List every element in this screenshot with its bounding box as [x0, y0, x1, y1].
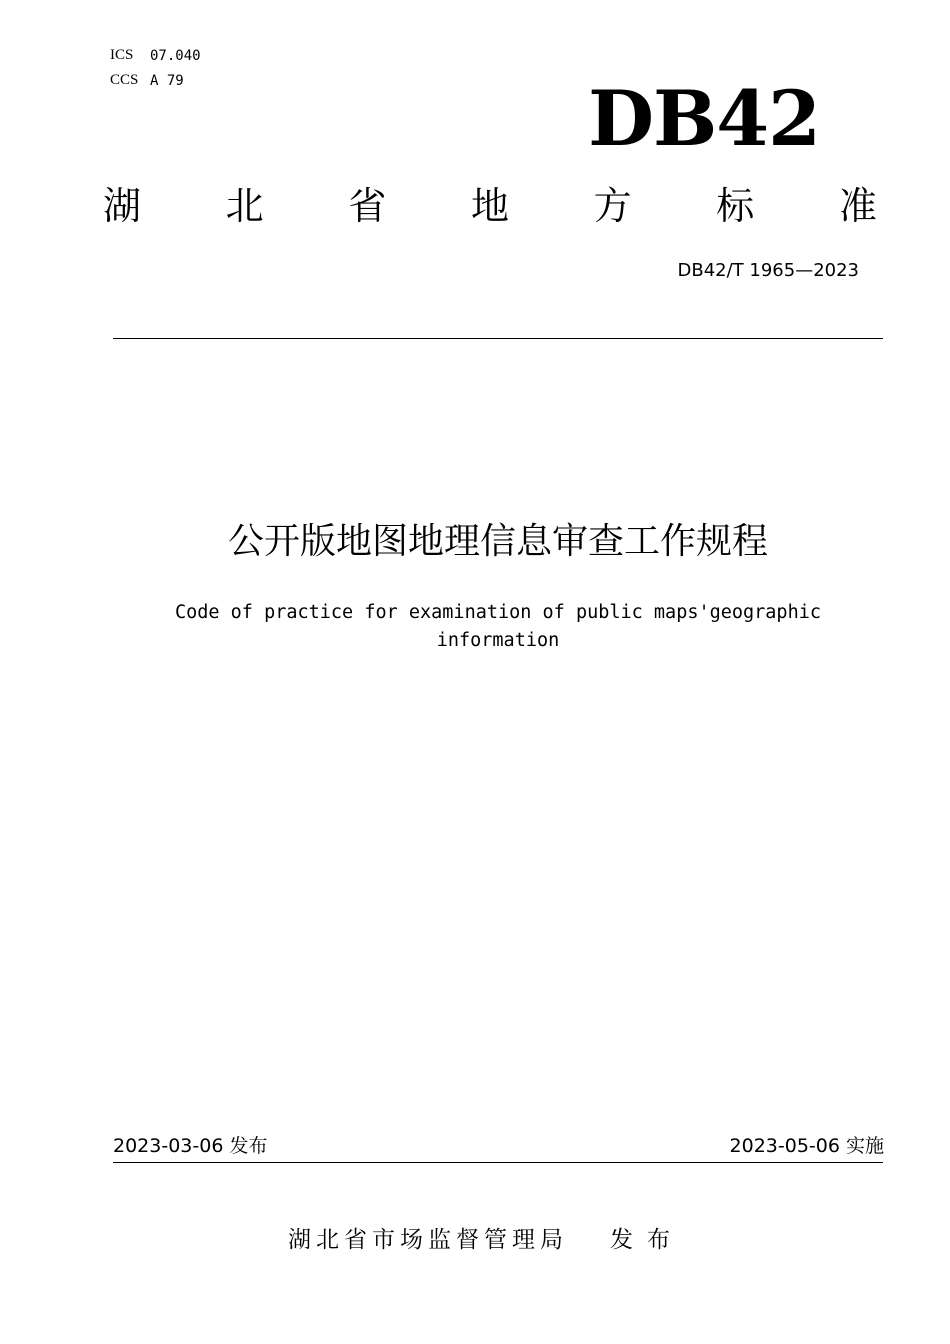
ccs-code: A 79	[150, 73, 184, 89]
standard-type-char: 省	[348, 184, 387, 228]
standard-number: DB42/T 1965—2023	[677, 260, 859, 281]
english-title-line: Code of practice for examination of public maps'geographic	[174, 602, 821, 623]
standard-type-char: 标	[716, 184, 755, 228]
standard-type-char: 北	[225, 184, 264, 228]
ics-label: ICS	[110, 47, 134, 63]
ics-code: 07.040	[150, 48, 201, 64]
issuer-line	[0, 1224, 950, 1256]
implementation-date: 2023-05-06 实施	[729, 1135, 884, 1157]
standard-type-char: 湖	[103, 184, 142, 228]
issuing-authority: 湖北省市场监督管理局	[288, 1227, 568, 1253]
footer-divider	[113, 1162, 883, 1163]
standard-type-heading	[103, 180, 877, 232]
standard-type-char: 地	[470, 184, 509, 228]
document-title-chinese: 公开版地图地理信息审查工作规程	[227, 521, 768, 562]
publish-date: 2023-03-06 发布	[113, 1135, 268, 1157]
issue-action: 发布	[610, 1227, 684, 1253]
standard-type-char: 方	[593, 184, 632, 228]
standard-code-heading: DB42	[588, 74, 820, 163]
english-title-line: information	[436, 630, 560, 651]
ccs-label: CCS	[110, 72, 139, 88]
document-title-english	[160, 599, 836, 655]
standard-type-char: 准	[838, 184, 877, 228]
header-divider	[113, 338, 883, 339]
